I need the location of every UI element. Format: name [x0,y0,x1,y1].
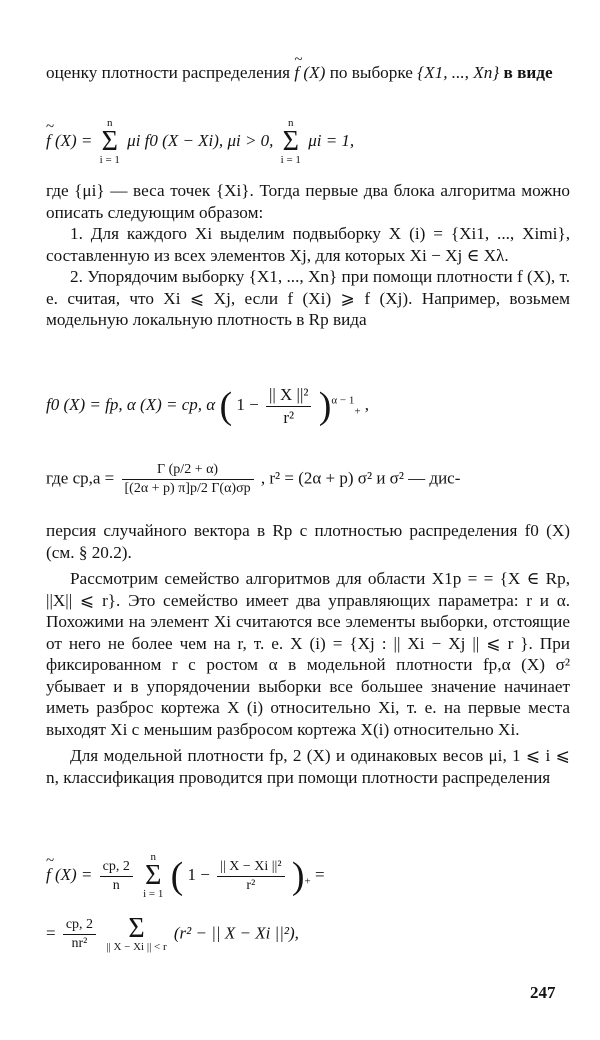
eq4-tail: = [314,864,325,884]
eq4-num: || X − Xi ||² [217,859,284,877]
eq4-coef-num: cp, 2 [100,859,133,877]
eq1-sum-bot: i = 1 [99,154,120,166]
eq1-term: μi f0 (X − Xi), [127,130,224,150]
body-block-1 [46,180,570,331]
eq5-lead: = [46,923,56,943]
eq1-sum2-bot: i = 1 [280,154,301,166]
paragraph-variance: персия случайного вектора в Rp с плотностью распределения f0 (X) (см. § 20.2). [46,521,570,562]
eq4-one-minus: 1 − [187,864,210,884]
paragraph-step-2: 2. Упорядочим выборку {X1, ..., Xn} при помощи плотности f (X), т. е. считая, что Xi ⩽ Xj, если f (Xi) ⩾ f (Xj). Например, возьмем модельную локальную плотность в Rp вида [46,267,570,329]
eq2-den: r² [283,407,295,427]
eq4-lhs: ~ f (X) = [46,865,92,885]
eq5-sum: Σ || X − Xi || < r [106,913,167,953]
eq5-coef-den: nr² [71,936,88,951]
intro-text: оценку плотности распределения [46,63,291,82]
eq5-coef-num: cp, 2 [63,917,96,935]
eq5-coef [63,917,96,952]
eq4-den: r² [246,877,256,893]
equation-normalizing-constant [46,462,460,497]
eq5-term: (r² − || X − Xi ||²), [173,923,299,943]
paragraph-weights: где {μi} — веса точек {Xi}. Тогда первые два блока алгоритма можно описать следующим образом: [46,181,570,222]
intro-sample: {X1, ..., Xn} [417,63,500,82]
eq3-den: [(2α + p) π]p/2 Γ(α)σp [124,481,251,496]
page-number: 247 [530,983,556,1002]
eq4-sum-bot: i = 1 [143,888,164,900]
eq3-fraction [122,462,254,497]
eq1-sum2: n Σ i = 1 [280,117,301,166]
paragraph-classification: Для модельной плотности fp, 2 (X) и одинаковых весов μi, 1 ⩽ i ⩽ n, классификация проводится при помощи плотности распределения [46,746,570,787]
eq2-lhs: f0 (X) = fp, α (X) = cp, α [46,394,216,414]
eq4-fraction [217,859,284,894]
eq5-sum-bot: || X − Xi || < r [106,941,167,953]
eq1-sum-top: n [107,117,113,129]
equation-classification-sum [46,913,299,953]
eq2-num: || X ||² [266,385,312,407]
eq4-coef-den: n [112,877,120,893]
eq2-fraction [266,385,312,428]
eq2-exp: α − 1 [331,394,355,407]
eq3-num: Γ (p/2 + α) [122,462,254,480]
equation-classification-density: ~ f (X) = $\frac{cp, 2}{n}$ n Σ i = 1 ( 1 − $\frac{\text{|| X − Xi ||²}}{\text{r²}}$ )$_+$ = [46,852,325,900]
paragraph-algorithm-family: Рассмотрим семейство алгоритмов для области X1p = = {X ∈ Rp, ||X|| ⩽ r}. Это семейство имеет два управляющих параметра: r и α. Похожими на элемент Xi считаются все элементы выборки, отстоящие от него не более чем на r, т. е. X (i) = {Xj : || Xi − Xj || ⩽ r }. При фиксированном r с ростом α в модельной плотности fp,α (X) σ² убывает и в упорядочении выборки все большее значение начинает иметь разброс кортежа X (i) относительно Xi, т. е. на первые места выходят Xi с меньшим разбросом кортежа X(i) относительно Xi. [46,569,570,739]
eq1-lhs: ~ f (X) = [46,131,92,151]
intro-in-form: в виде [503,63,553,82]
eq4-coef [100,859,133,894]
equation-density-estimate [46,118,354,166]
eq4-sum: n Σ i = 1 [143,851,164,900]
eq3-lead: где cp,a = [46,468,115,488]
eq3-tail: , r² = (2α + p) σ² и σ² — дис- [260,468,461,488]
body-block-2 [46,520,570,788]
eq2-plus: + [354,405,361,418]
intro-by-sample: по выборке [329,63,413,82]
equation-model-density: f0 (X) = fp, α (X) = cp, α ( 1 − $\frac{\text{|| X ||²}}{\text{r²}}$ )$^{\alpha - 1}_+$ , [46,384,370,427]
intro-paragraph [46,62,570,84]
eq1-term2: μi = 1, [308,130,355,150]
eq4-plus: + [304,875,311,888]
eq1-sum2-top: n [288,117,294,129]
intro-fx: ~ f (X) [294,62,325,84]
eq4-sum-top: n [150,851,156,863]
eq1-sum: n Σ i = 1 [99,117,120,166]
eq1-cond: μi > 0, [227,130,274,150]
eq2-one-minus: 1 − [236,394,259,414]
eq2-tail: , [364,394,370,414]
paragraph-step-1: 1. Для каждого Xi выделим подвыборку X (i) = {Xi1, ..., Ximi}, составленную из всех элементов Xj, для которых Xi − Xj ∈ Xλ. [46,224,570,265]
